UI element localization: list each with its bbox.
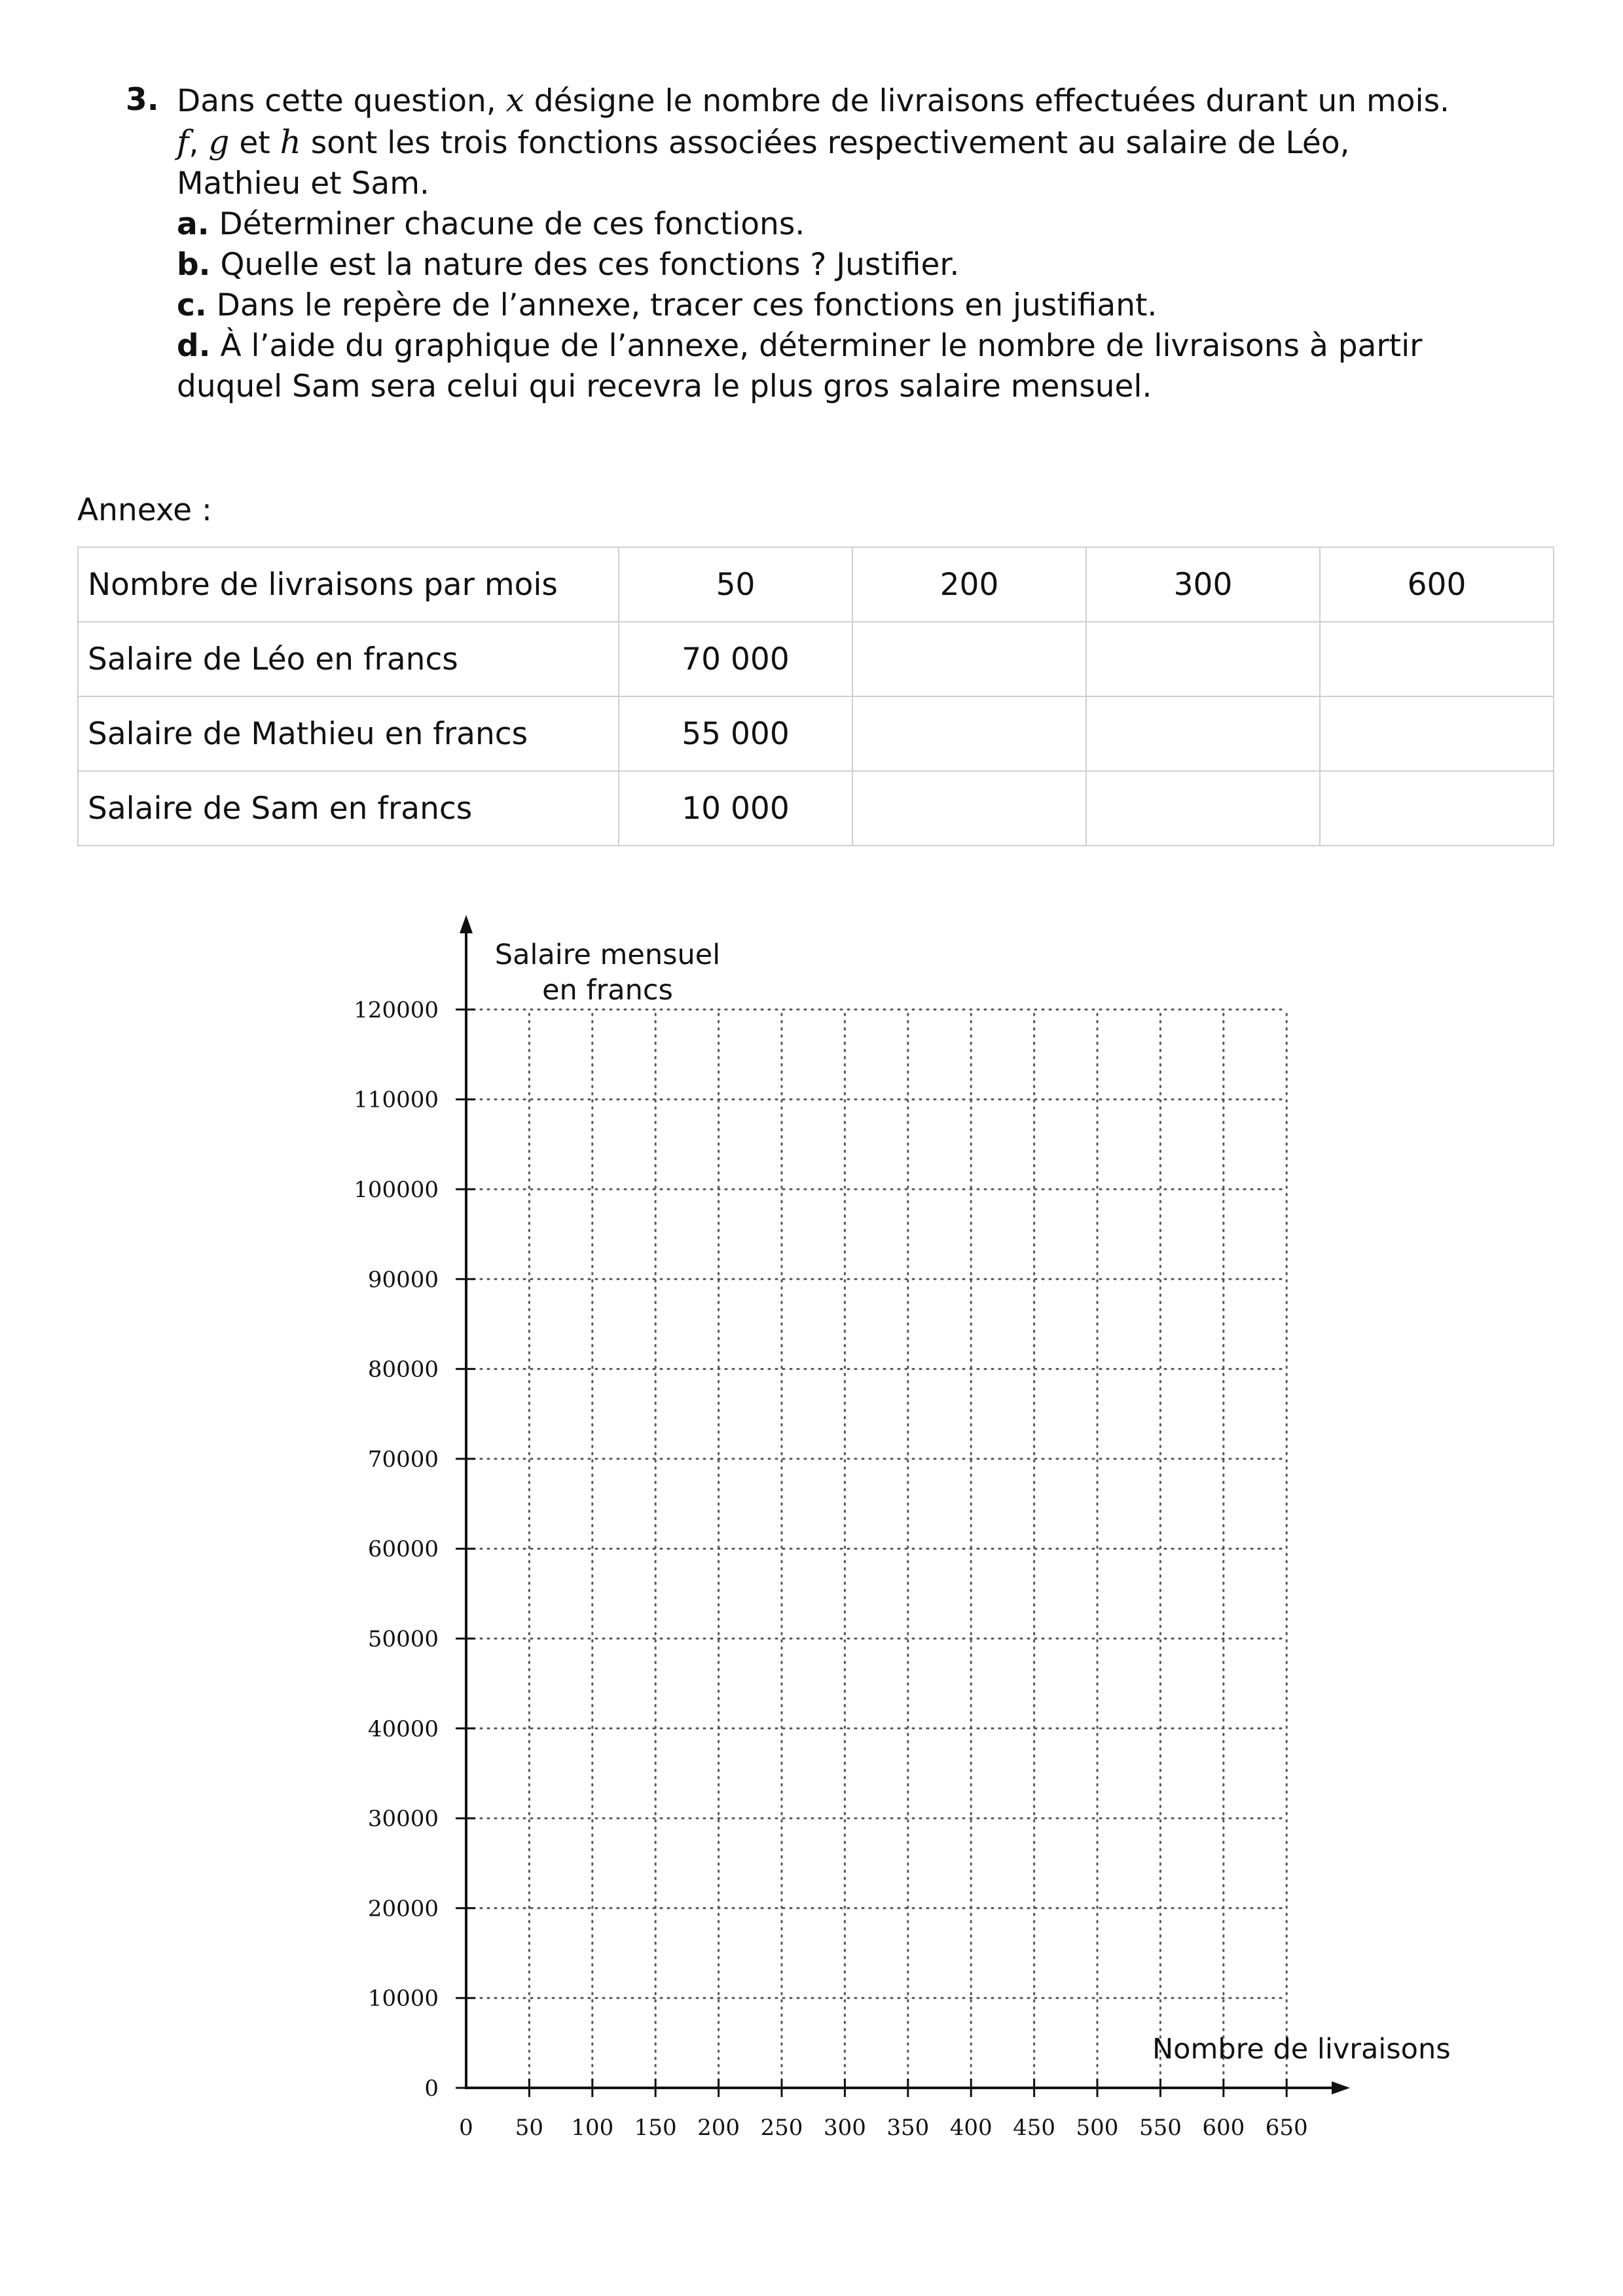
table-cell[interactable] bbox=[1320, 771, 1554, 846]
table-cell: 10 000 bbox=[619, 771, 852, 846]
x-tick-label: 150 bbox=[634, 2115, 677, 2141]
table-cell: Salaire de Mathieu en francs bbox=[78, 696, 619, 771]
table-cell: 600 bbox=[1320, 547, 1554, 622]
x-tick-label: 100 bbox=[571, 2115, 614, 2141]
table-cell: Salaire de Sam en francs bbox=[78, 771, 619, 846]
x-tick-label: 300 bbox=[823, 2115, 866, 2141]
annexe-chart bbox=[0, 903, 1623, 2160]
function-g: g bbox=[208, 123, 230, 161]
table-cell[interactable] bbox=[852, 622, 1086, 696]
function-h: h bbox=[280, 123, 301, 161]
table-cell[interactable] bbox=[1086, 771, 1320, 846]
item-c: c. Dans le repère de l’annexe, tracer ces fonctions en justifiant. bbox=[177, 287, 1158, 323]
y-tick-label: 110000 bbox=[354, 1086, 439, 1113]
x-tick-label: 200 bbox=[697, 2115, 740, 2141]
x-tick-label: 250 bbox=[760, 2115, 803, 2141]
x-tick-label: 0 bbox=[459, 2115, 473, 2141]
annexe-label: Annexe : bbox=[77, 492, 212, 528]
x-tick-label: 400 bbox=[949, 2115, 993, 2141]
table-cell[interactable] bbox=[1320, 696, 1554, 771]
table-row bbox=[78, 696, 1554, 771]
grid bbox=[466, 1009, 1286, 2088]
table-cell: 55 000 bbox=[619, 696, 852, 771]
table-cell: 200 bbox=[852, 547, 1086, 622]
x-tick-label: 50 bbox=[515, 2115, 544, 2141]
x-tick-label: 650 bbox=[1265, 2115, 1308, 2141]
variable-x: x bbox=[505, 81, 524, 119]
table-cell: 50 bbox=[619, 547, 852, 622]
y-axis-arrow bbox=[460, 915, 473, 933]
x-tick-label: 500 bbox=[1076, 2115, 1119, 2141]
y-tick-label: 10000 bbox=[367, 1985, 439, 2012]
table-header-row bbox=[78, 547, 1554, 622]
table-cell[interactable] bbox=[1086, 622, 1320, 696]
y-tick-label: 20000 bbox=[367, 1895, 439, 1922]
y-tick-label: 100000 bbox=[354, 1177, 439, 1203]
x-tick-label: 550 bbox=[1139, 2115, 1182, 2141]
item-b: b. Quelle est la nature des ces fonctions ? Justifier. bbox=[177, 247, 960, 283]
question-body bbox=[177, 80, 1578, 407]
x-tick-label: 350 bbox=[886, 2115, 930, 2141]
table-cell: 300 bbox=[1086, 547, 1320, 622]
question-line-3: Mathieu et Sam. bbox=[177, 166, 429, 202]
y-axis-title: Salaire mensuel bbox=[494, 939, 721, 971]
table-row bbox=[78, 771, 1554, 846]
x-tick-label: 450 bbox=[1013, 2115, 1056, 2141]
table-cell[interactable] bbox=[852, 696, 1086, 771]
y-tick-label: 120000 bbox=[354, 997, 439, 1024]
table-cell: Nombre de livraisons par mois bbox=[78, 547, 619, 622]
y-tick-label: 70000 bbox=[367, 1446, 439, 1473]
x-tick-label: 600 bbox=[1202, 2115, 1245, 2141]
x-axis-arrow bbox=[1332, 2081, 1350, 2094]
question-line-2: f, g et h sont les trois fonctions associées respectivement au salaire de Léo, bbox=[177, 123, 1350, 161]
annexe-table bbox=[77, 547, 1554, 846]
table-cell: 70 000 bbox=[619, 622, 852, 696]
y-tick-label: 0 bbox=[424, 2075, 439, 2102]
y-axis-title-unit: en francs bbox=[542, 974, 673, 1007]
item-d: d. À l’aide du graphique de l’annexe, déterminer le nombre de livraisons à partir bbox=[177, 328, 1423, 364]
x-axis-title: Nombre de livraisons bbox=[1152, 2033, 1451, 2066]
table-cell[interactable] bbox=[1086, 696, 1320, 771]
question-number: 3. bbox=[126, 82, 159, 118]
table-row bbox=[78, 622, 1554, 696]
y-tick-label: 30000 bbox=[367, 1806, 439, 1833]
table-cell[interactable] bbox=[1320, 622, 1554, 696]
y-tick-label: 90000 bbox=[367, 1266, 439, 1293]
ticks bbox=[354, 997, 1307, 2141]
item-d-continued: duquel Sam sera celui qui recevra le plus gros salaire mensuel. bbox=[177, 368, 1152, 404]
item-a: a. Déterminer chacune de ces fonctions. bbox=[177, 206, 805, 242]
y-tick-label: 40000 bbox=[367, 1715, 439, 1742]
y-tick-label: 50000 bbox=[367, 1626, 439, 1653]
question-line-1: Dans cette question, x désigne le nombre de livraisons effectuées durant un mois. bbox=[177, 81, 1450, 119]
y-tick-label: 60000 bbox=[367, 1536, 439, 1563]
table-cell: Salaire de Léo en francs bbox=[78, 622, 619, 696]
y-tick-label: 80000 bbox=[367, 1356, 439, 1383]
function-f: f bbox=[177, 123, 189, 161]
table-cell[interactable] bbox=[852, 771, 1086, 846]
